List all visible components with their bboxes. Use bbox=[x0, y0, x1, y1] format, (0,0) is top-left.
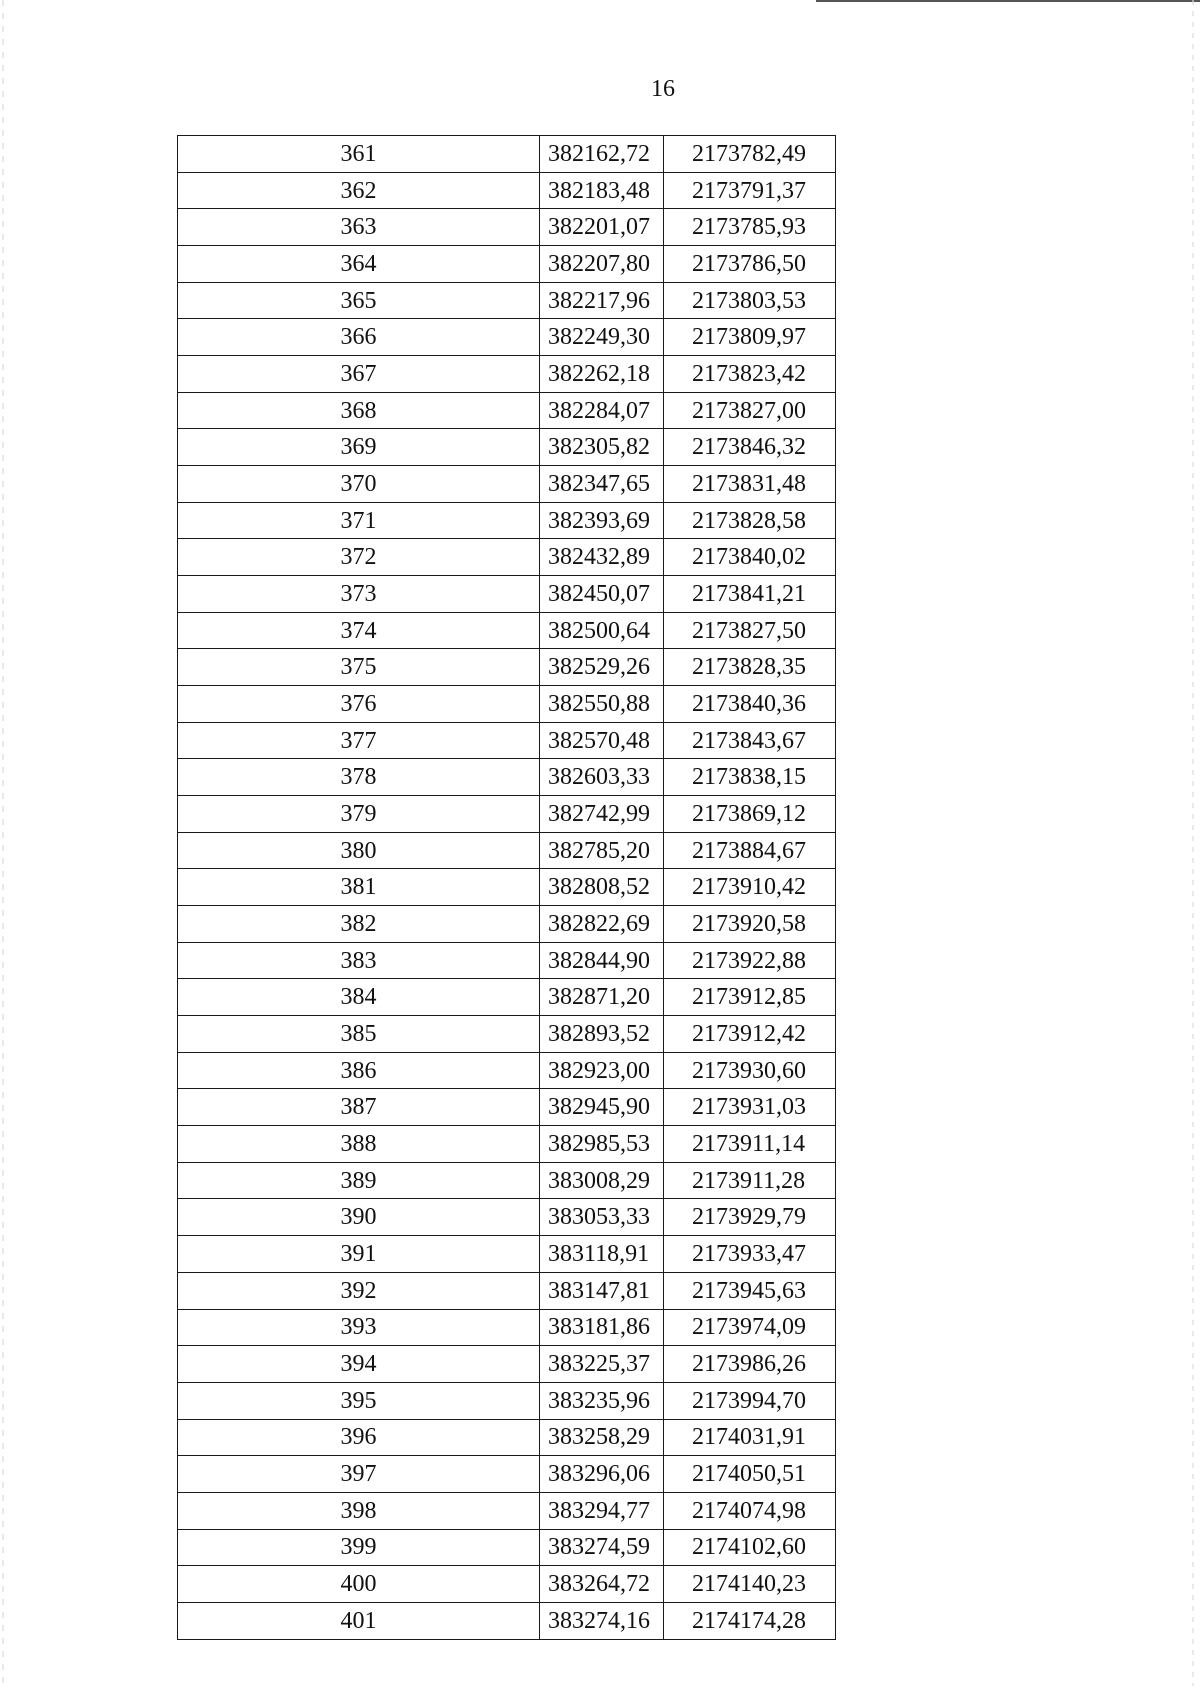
x-coordinate-cell: 383274,16 bbox=[540, 1602, 664, 1639]
point-number-cell: 386 bbox=[178, 1052, 540, 1089]
table-row bbox=[178, 1419, 836, 1456]
table-row bbox=[178, 1529, 836, 1566]
y-coordinate-cell: 2173994,70 bbox=[664, 1382, 836, 1419]
table-row bbox=[178, 319, 836, 356]
point-number-cell: 367 bbox=[178, 356, 540, 393]
point-number-cell: 388 bbox=[178, 1126, 540, 1163]
x-coordinate-cell: 382550,88 bbox=[540, 686, 664, 723]
point-number-cell: 380 bbox=[178, 832, 540, 869]
point-number-cell: 371 bbox=[178, 502, 540, 539]
table-row bbox=[178, 1382, 836, 1419]
point-number-cell: 398 bbox=[178, 1492, 540, 1529]
y-coordinate-cell: 2174174,28 bbox=[664, 1602, 836, 1639]
x-coordinate-cell: 382162,72 bbox=[540, 136, 664, 173]
table-row bbox=[178, 1309, 836, 1346]
table-row bbox=[178, 1199, 836, 1236]
point-number-cell: 365 bbox=[178, 282, 540, 319]
x-coordinate-cell: 382393,69 bbox=[540, 502, 664, 539]
point-number-cell: 395 bbox=[178, 1382, 540, 1419]
x-coordinate-cell: 382183,48 bbox=[540, 172, 664, 209]
y-coordinate-cell: 2173828,58 bbox=[664, 502, 836, 539]
x-coordinate-cell: 383235,96 bbox=[540, 1382, 664, 1419]
x-coordinate-cell: 383008,29 bbox=[540, 1162, 664, 1199]
x-coordinate-cell: 383258,29 bbox=[540, 1419, 664, 1456]
top-edge-rule bbox=[816, 0, 1200, 2]
x-coordinate-cell: 382207,80 bbox=[540, 246, 664, 283]
scan-edge-left bbox=[2, 0, 4, 1686]
y-coordinate-cell: 2173922,88 bbox=[664, 942, 836, 979]
table-row bbox=[178, 1236, 836, 1273]
y-coordinate-cell: 2173986,26 bbox=[664, 1346, 836, 1383]
point-number-cell: 389 bbox=[178, 1162, 540, 1199]
x-coordinate-cell: 382500,64 bbox=[540, 612, 664, 649]
point-number-cell: 372 bbox=[178, 539, 540, 576]
point-number-cell: 382 bbox=[178, 906, 540, 943]
point-number-cell: 401 bbox=[178, 1602, 540, 1639]
table-row bbox=[178, 576, 836, 613]
table-row bbox=[178, 649, 836, 686]
point-number-cell: 396 bbox=[178, 1419, 540, 1456]
point-number-cell: 394 bbox=[178, 1346, 540, 1383]
y-coordinate-cell: 2174031,91 bbox=[664, 1419, 836, 1456]
y-coordinate-cell: 2173827,00 bbox=[664, 392, 836, 429]
x-coordinate-cell: 382603,33 bbox=[540, 759, 664, 796]
table-row bbox=[178, 832, 836, 869]
point-number-cell: 376 bbox=[178, 686, 540, 723]
point-number-cell: 385 bbox=[178, 1016, 540, 1053]
table-row bbox=[178, 906, 836, 943]
point-number-cell: 391 bbox=[178, 1236, 540, 1273]
y-coordinate-cell: 2174050,51 bbox=[664, 1456, 836, 1493]
x-coordinate-cell: 382945,90 bbox=[540, 1089, 664, 1126]
y-coordinate-cell: 2174140,23 bbox=[664, 1566, 836, 1603]
x-coordinate-cell: 382305,82 bbox=[540, 429, 664, 466]
coordinates-table bbox=[177, 135, 836, 1640]
point-number-cell: 379 bbox=[178, 796, 540, 833]
table-row bbox=[178, 1162, 836, 1199]
table-row bbox=[178, 1126, 836, 1163]
point-number-cell: 373 bbox=[178, 576, 540, 613]
point-number-cell: 392 bbox=[178, 1272, 540, 1309]
table-row bbox=[178, 869, 836, 906]
y-coordinate-cell: 2173912,85 bbox=[664, 979, 836, 1016]
table-row bbox=[178, 282, 836, 319]
point-number-cell: 400 bbox=[178, 1566, 540, 1603]
table-row bbox=[178, 796, 836, 833]
x-coordinate-cell: 382822,69 bbox=[540, 906, 664, 943]
y-coordinate-cell: 2173823,42 bbox=[664, 356, 836, 393]
x-coordinate-cell: 382742,99 bbox=[540, 796, 664, 833]
y-coordinate-cell: 2173785,93 bbox=[664, 209, 836, 246]
table-row bbox=[178, 356, 836, 393]
table-row bbox=[178, 246, 836, 283]
point-number-cell: 375 bbox=[178, 649, 540, 686]
x-coordinate-cell: 382570,48 bbox=[540, 722, 664, 759]
y-coordinate-cell: 2173791,37 bbox=[664, 172, 836, 209]
point-number-cell: 377 bbox=[178, 722, 540, 759]
point-number-cell: 393 bbox=[178, 1309, 540, 1346]
y-coordinate-cell: 2173931,03 bbox=[664, 1089, 836, 1126]
x-coordinate-cell: 382450,07 bbox=[540, 576, 664, 613]
table-row bbox=[178, 1456, 836, 1493]
x-coordinate-cell: 383294,77 bbox=[540, 1492, 664, 1529]
table-row bbox=[178, 1272, 836, 1309]
point-number-cell: 381 bbox=[178, 869, 540, 906]
y-coordinate-cell: 2173911,28 bbox=[664, 1162, 836, 1199]
y-coordinate-cell: 2173910,42 bbox=[664, 869, 836, 906]
y-coordinate-cell: 2173840,36 bbox=[664, 686, 836, 723]
page-number: 16 bbox=[651, 76, 675, 102]
point-number-cell: 364 bbox=[178, 246, 540, 283]
point-number-cell: 369 bbox=[178, 429, 540, 466]
x-coordinate-cell: 382217,96 bbox=[540, 282, 664, 319]
y-coordinate-cell: 2173786,50 bbox=[664, 246, 836, 283]
x-coordinate-cell: 382529,26 bbox=[540, 649, 664, 686]
x-coordinate-cell: 383225,37 bbox=[540, 1346, 664, 1383]
y-coordinate-cell: 2173831,48 bbox=[664, 466, 836, 503]
x-coordinate-cell: 383296,06 bbox=[540, 1456, 664, 1493]
y-coordinate-cell: 2173920,58 bbox=[664, 906, 836, 943]
point-number-cell: 370 bbox=[178, 466, 540, 503]
x-coordinate-cell: 382893,52 bbox=[540, 1016, 664, 1053]
table-row bbox=[178, 979, 836, 1016]
table-row bbox=[178, 1346, 836, 1383]
y-coordinate-cell: 2173846,32 bbox=[664, 429, 836, 466]
y-coordinate-cell: 2173945,63 bbox=[664, 1272, 836, 1309]
y-coordinate-cell: 2173803,53 bbox=[664, 282, 836, 319]
point-number-cell: 387 bbox=[178, 1089, 540, 1126]
y-coordinate-cell: 2173827,50 bbox=[664, 612, 836, 649]
point-number-cell: 384 bbox=[178, 979, 540, 1016]
x-coordinate-cell: 383118,91 bbox=[540, 1236, 664, 1273]
table-row bbox=[178, 612, 836, 649]
table-row bbox=[178, 1566, 836, 1603]
x-coordinate-cell: 383274,59 bbox=[540, 1529, 664, 1566]
table-row bbox=[178, 209, 836, 246]
point-number-cell: 363 bbox=[178, 209, 540, 246]
x-coordinate-cell: 382844,90 bbox=[540, 942, 664, 979]
table-row bbox=[178, 136, 836, 173]
table-row bbox=[178, 1089, 836, 1126]
x-coordinate-cell: 382347,65 bbox=[540, 466, 664, 503]
table-row bbox=[178, 466, 836, 503]
y-coordinate-cell: 2173974,09 bbox=[664, 1309, 836, 1346]
point-number-cell: 374 bbox=[178, 612, 540, 649]
y-coordinate-cell: 2173929,79 bbox=[664, 1199, 836, 1236]
x-coordinate-cell: 382249,30 bbox=[540, 319, 664, 356]
x-coordinate-cell: 383053,33 bbox=[540, 1199, 664, 1236]
x-coordinate-cell: 382432,89 bbox=[540, 539, 664, 576]
table-row bbox=[178, 429, 836, 466]
x-coordinate-cell: 383264,72 bbox=[540, 1566, 664, 1603]
point-number-cell: 366 bbox=[178, 319, 540, 356]
point-number-cell: 399 bbox=[178, 1529, 540, 1566]
x-coordinate-cell: 382785,20 bbox=[540, 832, 664, 869]
point-number-cell: 361 bbox=[178, 136, 540, 173]
table-row bbox=[178, 722, 836, 759]
table-row bbox=[178, 686, 836, 723]
point-number-cell: 390 bbox=[178, 1199, 540, 1236]
table-row bbox=[178, 392, 836, 429]
point-number-cell: 378 bbox=[178, 759, 540, 796]
y-coordinate-cell: 2173838,15 bbox=[664, 759, 836, 796]
y-coordinate-cell: 2173782,49 bbox=[664, 136, 836, 173]
y-coordinate-cell: 2173840,02 bbox=[664, 539, 836, 576]
x-coordinate-cell: 382923,00 bbox=[540, 1052, 664, 1089]
x-coordinate-cell: 383147,81 bbox=[540, 1272, 664, 1309]
y-coordinate-cell: 2173912,42 bbox=[664, 1016, 836, 1053]
table-row bbox=[178, 502, 836, 539]
y-coordinate-cell: 2173841,21 bbox=[664, 576, 836, 613]
y-coordinate-cell: 2173930,60 bbox=[664, 1052, 836, 1089]
point-number-cell: 397 bbox=[178, 1456, 540, 1493]
y-coordinate-cell: 2174102,60 bbox=[664, 1529, 836, 1566]
point-number-cell: 368 bbox=[178, 392, 540, 429]
y-coordinate-cell: 2174074,98 bbox=[664, 1492, 836, 1529]
table-row bbox=[178, 942, 836, 979]
y-coordinate-cell: 2173809,97 bbox=[664, 319, 836, 356]
point-number-cell: 383 bbox=[178, 942, 540, 979]
x-coordinate-cell: 382262,18 bbox=[540, 356, 664, 393]
x-coordinate-cell: 382808,52 bbox=[540, 869, 664, 906]
y-coordinate-cell: 2173933,47 bbox=[664, 1236, 836, 1273]
x-coordinate-cell: 382985,53 bbox=[540, 1126, 664, 1163]
table-row bbox=[178, 1602, 836, 1639]
x-coordinate-cell: 383181,86 bbox=[540, 1309, 664, 1346]
table-row bbox=[178, 539, 836, 576]
scan-edge-right bbox=[1192, 0, 1194, 1686]
x-coordinate-cell: 382201,07 bbox=[540, 209, 664, 246]
table-row bbox=[178, 1492, 836, 1529]
x-coordinate-cell: 382284,07 bbox=[540, 392, 664, 429]
table-row bbox=[178, 172, 836, 209]
coordinates-table-body bbox=[178, 136, 836, 1640]
point-number-cell: 362 bbox=[178, 172, 540, 209]
y-coordinate-cell: 2173884,67 bbox=[664, 832, 836, 869]
y-coordinate-cell: 2173828,35 bbox=[664, 649, 836, 686]
y-coordinate-cell: 2173869,12 bbox=[664, 796, 836, 833]
table-row bbox=[178, 759, 836, 796]
table-row bbox=[178, 1052, 836, 1089]
x-coordinate-cell: 382871,20 bbox=[540, 979, 664, 1016]
table-row bbox=[178, 1016, 836, 1053]
y-coordinate-cell: 2173911,14 bbox=[664, 1126, 836, 1163]
y-coordinate-cell: 2173843,67 bbox=[664, 722, 836, 759]
